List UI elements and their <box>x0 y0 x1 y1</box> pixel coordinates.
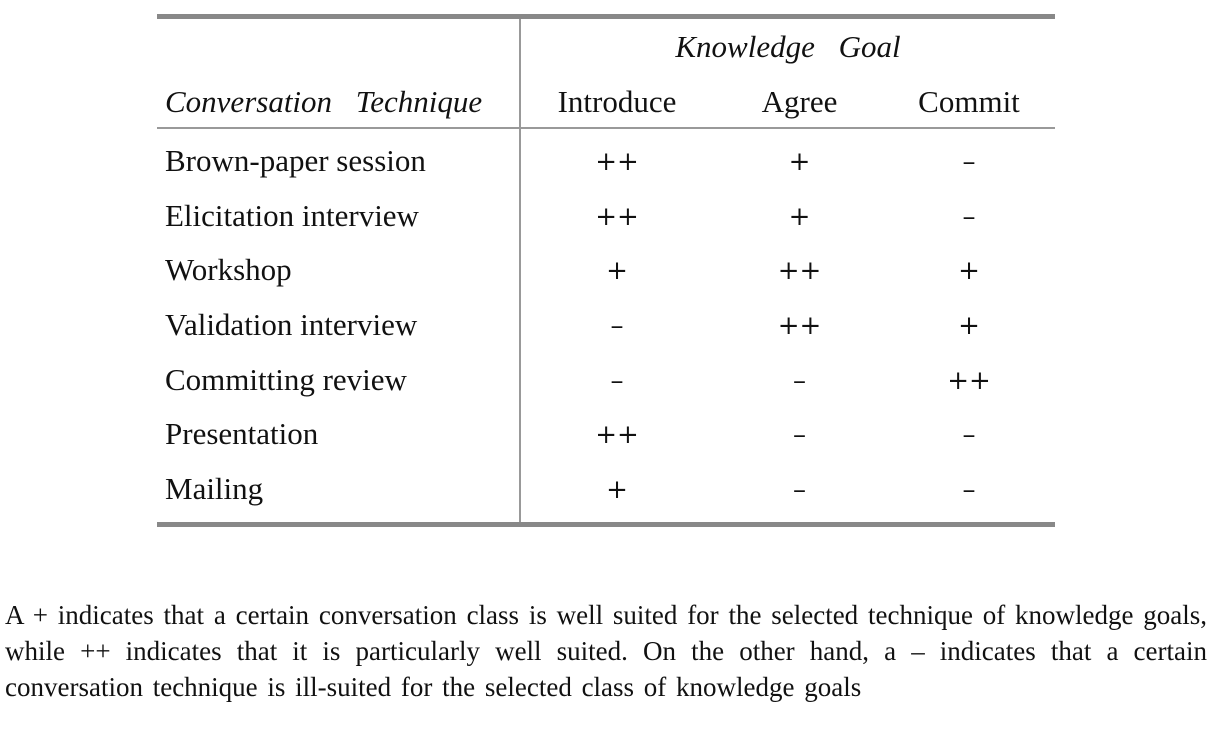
column-header-introduce: Introduce <box>557 84 677 119</box>
rating-cell: – <box>793 475 806 506</box>
rating-cell: – <box>793 420 806 451</box>
table-row <box>157 408 1055 463</box>
rating-cell: – <box>793 365 806 396</box>
column-divider <box>519 19 521 522</box>
rating-cell: + <box>788 147 811 177</box>
technique-name: Presentation <box>165 416 319 452</box>
table-body <box>157 129 1055 522</box>
knowledge-goal-header: Knowledge Goal <box>675 29 901 64</box>
table-row <box>157 354 1055 409</box>
column-header-commit: Commit <box>918 84 1020 119</box>
rating-cell: + <box>606 256 628 287</box>
table-bottom-rule <box>157 522 1055 527</box>
rating-cell: + <box>788 201 811 232</box>
technique-name: Committing review <box>165 361 407 397</box>
table-row <box>157 135 1055 190</box>
technique-name: Mailing <box>165 471 264 507</box>
rating-cell: + <box>958 311 980 342</box>
column-header-agree: Agree <box>761 84 838 119</box>
knowledge-goal-table <box>157 14 1055 527</box>
technique-name: Brown-paper session <box>165 143 426 178</box>
table-row <box>157 190 1055 245</box>
rating-cell: + <box>958 256 980 287</box>
table-row <box>157 299 1055 354</box>
table-caption: A + indicates that a certain conversation class is well suited for the selected technique of knowledge goals, while ++ indicates that it is particularly well suited. On the other hand, a – indicates that a certain conversation technique is ill-suited for the selected class of knowledge goals <box>5 600 1207 702</box>
rating-cell: + <box>606 475 628 506</box>
table-header <box>157 19 1055 127</box>
table-row <box>157 244 1055 299</box>
rating-cell: – <box>610 311 624 342</box>
rating-cell: – <box>962 420 976 451</box>
rating-cell: – <box>962 147 976 177</box>
rating-cell: – <box>962 475 976 506</box>
conversation-technique-header: Conversation Technique <box>165 84 483 119</box>
rating-cell: ++ <box>595 420 639 451</box>
rating-cell: ++ <box>777 256 822 287</box>
rating-cell: – <box>610 365 624 396</box>
technique-name: Workshop <box>165 252 292 288</box>
rating-cell: – <box>962 201 976 232</box>
rating-cell: ++ <box>595 147 639 177</box>
rating-cell: ++ <box>947 365 991 396</box>
table-row <box>157 463 1055 518</box>
technique-name: Validation interview <box>165 307 418 343</box>
technique-name: Elicitation interview <box>165 197 419 233</box>
rating-cell: ++ <box>777 311 822 342</box>
rating-cell: ++ <box>595 201 639 232</box>
